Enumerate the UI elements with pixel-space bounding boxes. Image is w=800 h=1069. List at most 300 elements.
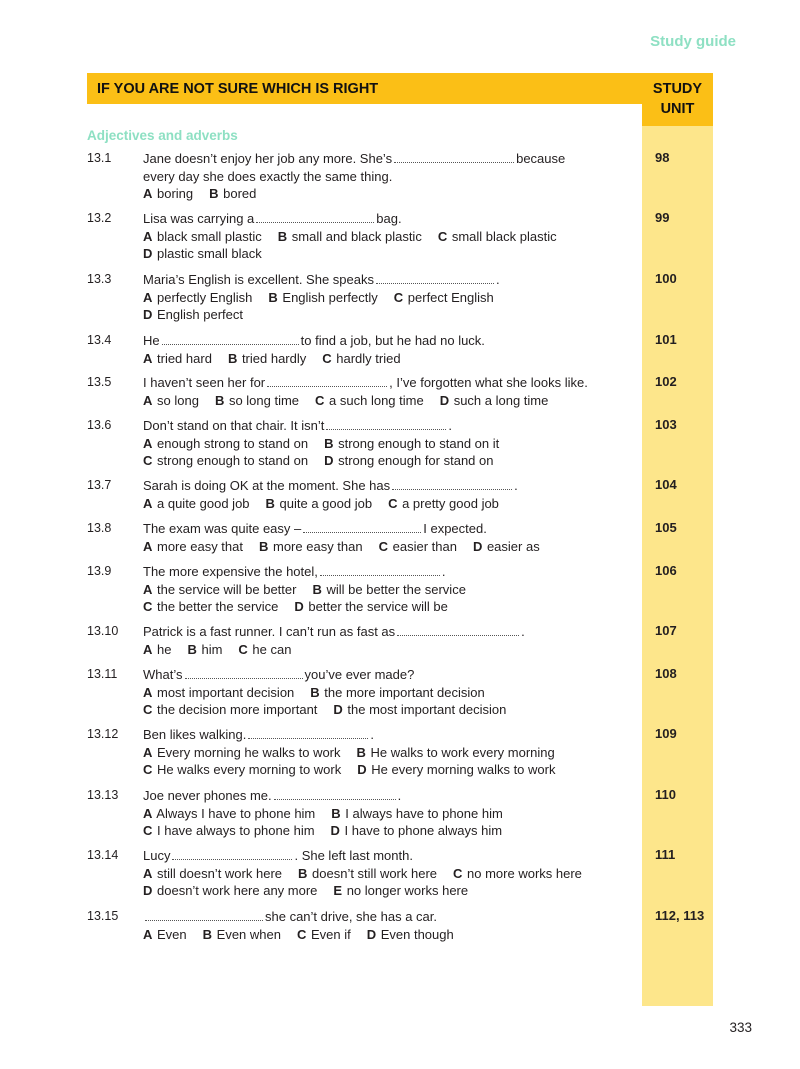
option-a xyxy=(143,641,171,659)
option-c xyxy=(143,452,308,470)
question-text-before: Joe never phones me. xyxy=(143,788,272,803)
study-unit-heading xyxy=(642,73,713,126)
question-text-after: . She left last month. xyxy=(294,848,413,863)
question-text xyxy=(143,520,603,538)
option-letter: C xyxy=(143,823,153,838)
option-letter: D xyxy=(357,762,367,777)
option-text: doesn’t still work here xyxy=(308,865,438,881)
question-text-before: Lucy xyxy=(143,848,171,863)
option-b xyxy=(203,926,281,944)
question-text xyxy=(143,477,603,495)
option-letter: C xyxy=(143,702,153,717)
option-text: the decision more important xyxy=(153,702,318,717)
option-letter: A xyxy=(143,350,153,366)
option-text: bored xyxy=(219,186,257,201)
option-text: Even though xyxy=(377,926,454,942)
option-letter: A xyxy=(143,538,153,554)
option-d xyxy=(143,882,317,900)
question-text-after: . xyxy=(370,727,374,742)
question-number: 13.8 xyxy=(87,521,112,535)
option-letter: A xyxy=(143,186,153,201)
option-text: strong enough to stand on it xyxy=(334,435,500,451)
option-b xyxy=(187,641,222,659)
option-letter: A xyxy=(143,289,153,305)
question-text xyxy=(143,332,603,350)
option-row xyxy=(143,865,603,883)
question-text-after: because xyxy=(516,151,566,166)
option-row xyxy=(143,701,603,719)
question-text xyxy=(143,210,603,228)
option-text: perfect English xyxy=(404,289,494,305)
option-text: small black plastic xyxy=(448,228,557,244)
question-text-before: Ben likes walking. xyxy=(143,727,247,742)
option-c xyxy=(438,228,557,246)
option-text: English perfect xyxy=(153,307,243,322)
question-text-before: He xyxy=(143,333,160,348)
option-row xyxy=(143,744,603,762)
answer-blank xyxy=(394,153,514,163)
option-letter: D xyxy=(143,246,153,261)
study-unit-number: 102 xyxy=(655,374,677,389)
option-row xyxy=(143,684,603,702)
question-body xyxy=(143,332,603,367)
option-letter: B xyxy=(259,538,269,554)
option-b xyxy=(268,289,377,307)
question-text-after: . xyxy=(448,418,453,433)
question-text xyxy=(143,150,603,168)
option-text: the more important decision xyxy=(320,684,485,700)
answer-blank xyxy=(376,274,494,284)
option-letter: A xyxy=(143,581,153,597)
option-d xyxy=(367,926,454,944)
question-text xyxy=(143,666,603,684)
option-b xyxy=(259,538,363,556)
question-text-after: . xyxy=(441,564,446,579)
question-text-after: she can’t drive, she has a car. xyxy=(265,909,437,924)
question-number: 13.10 xyxy=(87,624,119,638)
question-text-after: I expected. xyxy=(423,521,487,536)
option-letter: A xyxy=(143,744,153,760)
question-body xyxy=(143,666,603,719)
question-text-before: Sarah is doing OK at the moment. She has xyxy=(143,478,391,493)
option-letter: B xyxy=(187,641,197,657)
study-unit-number: 105 xyxy=(655,520,677,535)
option-text: He walks every morning to work xyxy=(153,762,342,777)
question-number: 13.15 xyxy=(87,909,119,923)
option-row xyxy=(143,306,603,324)
study-unit-number: 112, 113 xyxy=(655,908,705,923)
option-row xyxy=(143,761,603,779)
study-unit-number: 111 xyxy=(655,847,676,862)
answer-blank xyxy=(274,790,396,800)
option-text: the better the service xyxy=(153,599,279,614)
option-d xyxy=(331,822,503,840)
option-text: I have to phone always him xyxy=(340,823,503,838)
option-text: so long xyxy=(153,392,199,408)
question-text-after: . xyxy=(496,272,500,287)
question-text-before: Lisa was carrying a xyxy=(143,211,255,226)
option-letter: A xyxy=(143,865,153,881)
option-a xyxy=(143,538,243,556)
study-unit-number: 107 xyxy=(655,623,677,638)
option-text: He walks to work every morning xyxy=(366,744,555,760)
answer-blank xyxy=(392,480,512,490)
option-letter: C xyxy=(315,392,325,408)
option-a xyxy=(143,350,212,368)
answer-blank xyxy=(145,911,263,921)
option-letter: B xyxy=(324,435,334,451)
option-letter: C xyxy=(143,762,153,777)
option-text: hardly tried xyxy=(332,350,401,366)
option-text: black small plastic xyxy=(153,228,262,244)
question-text xyxy=(143,271,603,289)
section-title: Adjectives and adverbs xyxy=(87,128,238,143)
answer-blank xyxy=(320,566,440,576)
option-text: He every morning walks to work xyxy=(367,762,556,777)
option-text: small and black plastic xyxy=(288,228,422,244)
question-body xyxy=(143,847,603,900)
option-letter: D xyxy=(143,307,153,322)
option-text: such a long time xyxy=(450,392,549,408)
option-c xyxy=(143,761,341,779)
option-letter: D xyxy=(330,823,340,838)
option-letter: B xyxy=(209,186,219,201)
option-letter: A xyxy=(143,495,153,511)
option-text: boring xyxy=(153,186,194,201)
study-unit-heading-line1: STUDY xyxy=(652,81,703,97)
option-d xyxy=(143,306,243,324)
option-letter: D xyxy=(294,599,304,614)
option-text: tried hardly xyxy=(238,350,307,366)
option-letter: B xyxy=(331,805,341,821)
option-a xyxy=(143,744,341,762)
option-letter: A xyxy=(143,926,153,942)
question-body xyxy=(143,210,603,263)
option-a xyxy=(143,495,250,513)
option-row xyxy=(143,435,603,453)
answer-blank xyxy=(162,335,299,345)
option-letter: C xyxy=(143,599,153,614)
option-letter: A xyxy=(143,435,153,451)
question-text-after: . xyxy=(514,478,518,493)
study-unit-number: 99 xyxy=(655,210,670,225)
option-letter: B xyxy=(268,289,278,305)
option-text: Always I have to phone him xyxy=(153,805,316,821)
answer-blank xyxy=(326,420,446,430)
option-letter: D xyxy=(472,538,483,554)
question-text-before: Patrick is a fast runner. I can’t run as fast as xyxy=(143,624,396,639)
option-letter: B xyxy=(312,581,322,597)
study-unit-number: 109 xyxy=(655,726,677,741)
option-letter: D xyxy=(143,883,153,898)
option-letter: C xyxy=(238,641,248,657)
option-a xyxy=(143,228,262,246)
option-b xyxy=(324,435,499,453)
answer-blank xyxy=(267,377,387,387)
question-number: 13.2 xyxy=(87,211,112,225)
option-d xyxy=(294,598,447,616)
question-text-before: The exam was quite easy – xyxy=(143,521,302,536)
question-text xyxy=(143,374,603,392)
option-text: he xyxy=(153,641,172,657)
study-unit-heading-line2: UNIT xyxy=(660,101,695,117)
option-a xyxy=(143,289,252,307)
option-row xyxy=(143,245,603,263)
page-number: 333 xyxy=(729,1020,752,1035)
option-text: better the service will be xyxy=(304,599,448,614)
option-c xyxy=(297,926,351,944)
option-text: he can xyxy=(248,641,292,657)
option-row xyxy=(143,538,603,556)
option-letter: E xyxy=(333,883,343,898)
question-text-after: , I’ve forgotten what she looks like. xyxy=(389,375,588,390)
option-b xyxy=(357,744,555,762)
question-number: 13.6 xyxy=(87,418,112,432)
answer-blank xyxy=(172,850,292,860)
option-a xyxy=(143,684,294,702)
option-row xyxy=(143,392,603,410)
option-text: Every morning he walks to work xyxy=(153,744,341,760)
option-c xyxy=(143,822,315,840)
header-bar xyxy=(87,73,642,104)
option-letter: C xyxy=(437,228,448,244)
question-number: 13.5 xyxy=(87,375,112,389)
question-body xyxy=(143,374,603,409)
option-text: perfectly English xyxy=(153,289,253,305)
option-c xyxy=(379,538,457,556)
study-unit-number: 103 xyxy=(655,417,677,432)
question-number: 13.7 xyxy=(87,478,112,492)
question-text xyxy=(143,908,603,926)
question-body xyxy=(143,726,603,779)
option-c xyxy=(238,641,291,659)
question-text-after: . xyxy=(397,788,402,803)
study-unit-number: 106 xyxy=(655,563,677,578)
option-letter: B xyxy=(298,865,308,881)
running-head: Study guide xyxy=(650,33,736,50)
option-c xyxy=(315,392,424,410)
option-text: no more works here xyxy=(463,865,582,881)
option-a xyxy=(143,865,282,883)
option-a xyxy=(143,392,199,410)
option-text: no longer works here xyxy=(343,883,469,898)
option-text: most important decision xyxy=(153,684,295,700)
question-text-before: What’s xyxy=(143,667,183,682)
option-letter: C xyxy=(143,453,153,468)
question-body xyxy=(143,787,603,840)
question-text-after: you’ve ever made? xyxy=(304,667,415,682)
option-letter: A xyxy=(143,228,153,244)
option-a xyxy=(143,926,187,944)
study-unit-number: 104 xyxy=(655,477,677,492)
question-text xyxy=(143,563,603,581)
option-c xyxy=(388,495,499,513)
option-row xyxy=(143,805,603,823)
study-unit-number: 108 xyxy=(655,666,677,681)
question-body xyxy=(143,417,603,470)
option-text: still doesn’t work here xyxy=(153,865,283,881)
option-e xyxy=(333,882,468,900)
option-b xyxy=(209,185,256,203)
option-b xyxy=(266,495,373,513)
question-text-before: The more expensive the hotel, xyxy=(143,564,318,579)
option-text: Even when xyxy=(213,926,281,942)
question-number: 13.4 xyxy=(87,333,112,347)
option-a xyxy=(143,435,308,453)
question-body xyxy=(143,271,603,324)
option-c xyxy=(453,865,582,883)
option-letter: C xyxy=(296,926,307,942)
option-b xyxy=(228,350,306,368)
option-letter: B xyxy=(214,392,225,408)
question-body xyxy=(143,477,603,512)
option-text: will be better the service xyxy=(322,581,466,597)
question-text-after: to find a job, but he had no luck. xyxy=(300,333,485,348)
option-d xyxy=(440,392,549,410)
option-letter: A xyxy=(143,641,153,657)
option-a xyxy=(143,805,315,823)
option-row xyxy=(143,822,603,840)
question-text-before: Don’t stand on that chair. It isn’t xyxy=(143,418,325,433)
option-letter: C xyxy=(388,495,398,511)
option-row xyxy=(143,289,603,307)
option-row xyxy=(143,452,603,470)
study-unit-number: 110 xyxy=(655,787,676,802)
option-text: more easy that xyxy=(153,538,243,554)
option-letter: A xyxy=(143,805,153,821)
answer-blank xyxy=(303,523,421,533)
option-letter: C xyxy=(322,350,332,366)
option-letter: D xyxy=(324,453,334,468)
question-text xyxy=(143,847,603,865)
option-row xyxy=(143,495,603,513)
question-text-before: Jane doesn’t enjoy her job any more. She’s xyxy=(143,151,393,166)
question-number: 13.1 xyxy=(87,151,112,165)
option-text: tried hard xyxy=(153,350,212,366)
question-body xyxy=(143,908,603,943)
option-b xyxy=(312,581,465,599)
option-c xyxy=(394,289,494,307)
question-text-before: Maria’s English is excellent. She speaks xyxy=(143,272,374,287)
question-body xyxy=(143,520,603,555)
option-letter: A xyxy=(143,392,153,408)
option-row xyxy=(143,882,603,900)
option-b xyxy=(298,865,437,883)
option-text: plastic small black xyxy=(153,246,262,261)
option-d xyxy=(143,245,262,263)
option-text: him xyxy=(197,641,223,657)
question-text xyxy=(143,726,603,744)
question-text-line2: every day she does exactly the same thing. xyxy=(143,168,393,184)
option-a xyxy=(143,185,193,203)
question-text-after: bag. xyxy=(376,211,402,226)
option-text: quite a good job xyxy=(275,495,373,511)
option-d xyxy=(357,761,555,779)
option-letter: B xyxy=(227,350,238,366)
option-letter: B xyxy=(277,228,288,244)
option-c xyxy=(322,350,400,368)
option-row xyxy=(143,581,603,599)
option-letter: D xyxy=(439,392,450,408)
option-text: Even xyxy=(153,926,187,942)
option-text: English perfectly xyxy=(278,289,378,305)
option-b xyxy=(331,805,503,823)
study-unit-column xyxy=(642,73,713,1006)
option-text: I always have to phone him xyxy=(341,805,503,821)
option-row xyxy=(143,228,603,246)
option-text: the most important decision xyxy=(343,702,507,717)
question-number: 13.13 xyxy=(87,788,119,802)
option-text: so long time xyxy=(225,392,300,408)
question-number: 13.11 xyxy=(87,667,118,681)
answer-blank xyxy=(185,669,303,679)
header-title: IF YOU ARE NOT SURE WHICH IS RIGHT xyxy=(97,81,379,97)
option-row xyxy=(143,926,603,944)
question-number: 13.14 xyxy=(87,848,119,862)
option-letter: C xyxy=(453,865,463,881)
option-text: easier as xyxy=(483,538,540,554)
option-text: strong enough to stand on xyxy=(153,453,309,468)
question-body xyxy=(143,563,603,616)
option-letter: B xyxy=(310,684,320,700)
question-text xyxy=(143,787,603,805)
study-unit-number: 101 xyxy=(655,332,677,347)
question-text xyxy=(143,623,603,641)
option-d xyxy=(473,538,540,556)
option-a xyxy=(143,581,296,599)
option-letter: C xyxy=(393,289,404,305)
study-unit-number: 98 xyxy=(655,150,670,165)
option-text: enough strong to stand on xyxy=(153,435,309,451)
option-row xyxy=(143,641,603,659)
answer-blank xyxy=(256,213,374,223)
question-number: 13.9 xyxy=(87,564,112,578)
option-d xyxy=(333,701,506,719)
answer-blank xyxy=(248,729,368,739)
option-c xyxy=(143,701,317,719)
option-text: a such long time xyxy=(325,392,424,408)
question-body xyxy=(143,150,603,203)
option-d xyxy=(324,452,493,470)
option-letter: A xyxy=(143,684,153,700)
question-number: 13.3 xyxy=(87,272,112,286)
option-letter: D xyxy=(366,926,377,942)
option-letter: D xyxy=(333,702,343,717)
option-row xyxy=(143,350,603,368)
option-text: easier than xyxy=(389,538,457,554)
option-c xyxy=(143,598,278,616)
option-text: a pretty good job xyxy=(398,495,499,511)
question-text-after: . xyxy=(521,624,525,639)
option-text: strong enough for stand on xyxy=(334,453,494,468)
option-b xyxy=(278,228,422,246)
option-text: more easy than xyxy=(269,538,363,554)
option-row xyxy=(143,185,603,203)
option-letter: B xyxy=(265,495,275,511)
option-text: I have always to phone him xyxy=(153,823,315,838)
option-text: Even if xyxy=(307,926,351,942)
option-letter: B xyxy=(202,926,213,942)
option-row xyxy=(143,598,603,616)
answer-blank xyxy=(397,626,519,636)
option-text: a quite good job xyxy=(153,495,250,511)
option-letter: B xyxy=(356,744,366,760)
question-number: 13.12 xyxy=(87,727,119,741)
option-letter: C xyxy=(378,538,388,554)
question-text-before: I haven’t seen her for xyxy=(143,375,266,390)
option-text: the service will be better xyxy=(153,581,297,597)
option-b xyxy=(215,392,299,410)
